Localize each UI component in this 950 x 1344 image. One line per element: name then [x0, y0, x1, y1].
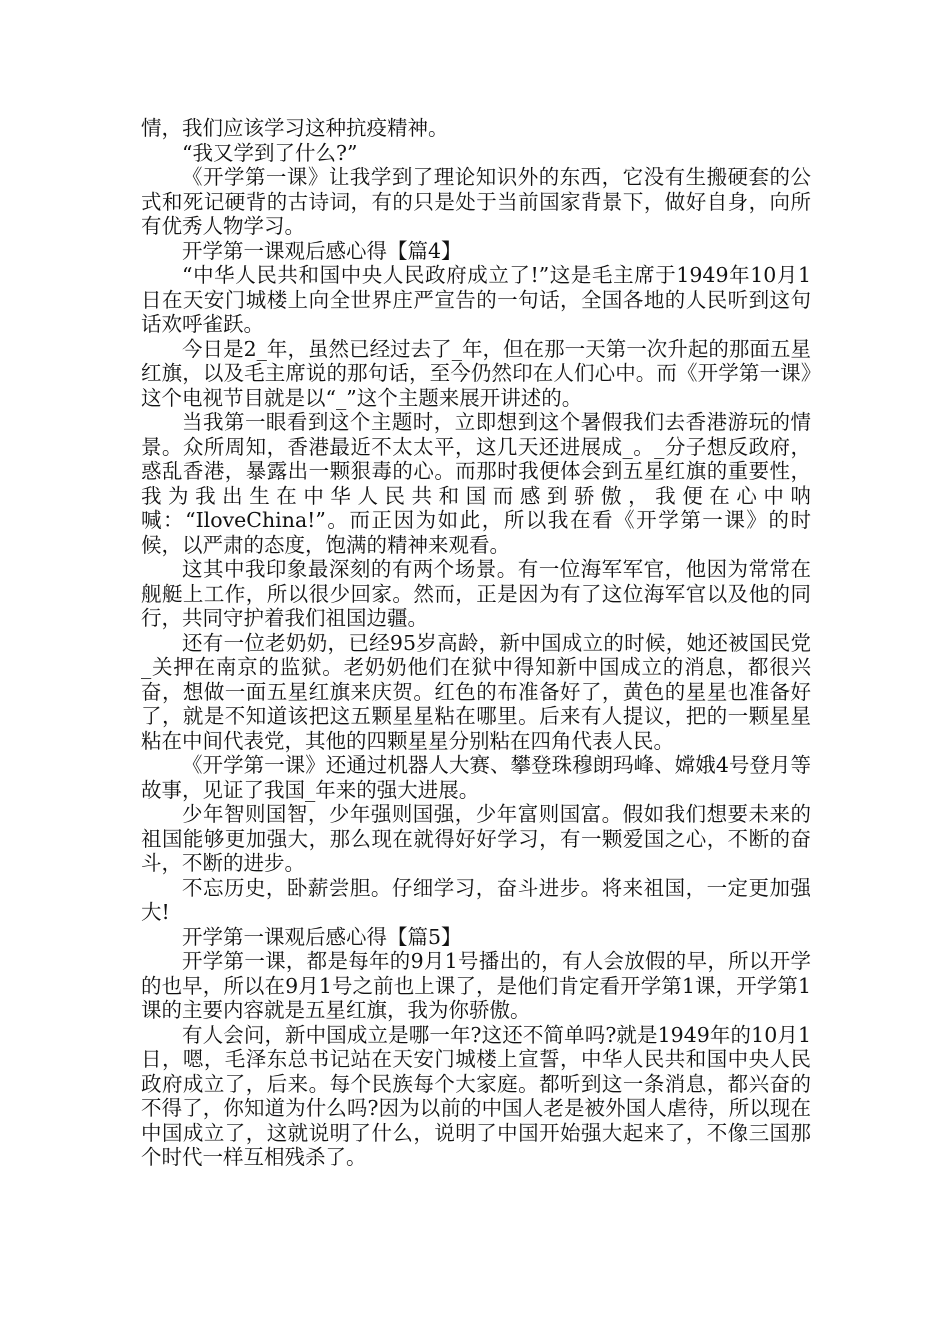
paragraph: “我又学到了什么?” [182, 140, 358, 165]
document-page [141, 116, 811, 1170]
paragraph: 当我第一眼看到这个主题时，立即想到这个暑假我们去香港游玩的情景。众所周知，香港最近不太太平，这几天还进展成_。_分子想反政府，惑乱香港，暴露出一颗狠毒的心。而那时我便体会到五星红旗的重要性，我为我出生在中华人民共和国而感到骄傲，我便在心中呐喊：“IloveChina!”。而正因为如此，所以我在看《开学第一课》的时候，以严肃的态度，饱满的精神来观看。 [141, 410, 811, 557]
section-heading: 开学第一课观后感心得【篇4】 [182, 238, 462, 263]
section-heading: 开学第一课观后感心得【篇5】 [182, 924, 462, 949]
paragraph: 情，我们应该学习这种抗疫精神。 [141, 116, 449, 140]
paragraph: 有人会问，新中国成立是哪一年?这还不简单吗?就是1949年的10月1日，嗯，毛泽东总书记站在天安门城楼上宣誓，中华人民共和国中央人民政府成立了，后来。每个民族每个大家庭。都听到这一条消息，都兴奋的不得了，你知道为什么吗?因为以前的中国人老是被外国人虐待，所以现在中国成立了，这就说明了什么，说明了中国开始强大起来了，不像三国那个时代一样互相残杀了。 [141, 1022, 811, 1169]
paragraph: “中华人民共和国中央人民政府成立了!”这是毛主席于1949年10月1日在天安门城楼上向全世界庄严宣告的一句话，全国各地的人民听到这句话欢呼雀跃。 [141, 263, 811, 336]
paragraph: 少年智则国智，少年强则国强，少年富则国富。假如我们想要未来的祖国能够更加强大，那么现在就得好好学习，有一颗爱国之心，不断的奋斗，不断的进步。 [141, 802, 811, 875]
paragraph: 这其中我印象最深刻的有两个场景。有一位海军军官，他因为常常在舰艇上工作，所以很少回家。然而，正是因为有了这位海军官以及他的同行，共同守护着我们祖国边疆。 [141, 557, 811, 630]
paragraph: 开学第一课，都是每年的9月1号播出的，有人会放假的早，所以开学的也早，所以在9月1号之前也上课了，是他们肯定看开学第1课，开学第1课的主要内容就是五星红旗，我为你骄傲。 [141, 949, 811, 1022]
paragraph: 今日是2_年，虽然已经过去了_年，但在那一天第一次升起的那面五星红旗，以及毛主席说的那句话，至今仍然印在人们心中。而《开学第一课》这个电视节目就是以“_”这个主题来展开讲述的。 [141, 336, 811, 410]
paragraph: 《开学第一课》让我学到了理论知识外的东西，它没有生搬硬套的公式和死记硬背的古诗词，有的只是处于当前国家背景下，做好自身，向所有优秀人物学习。 [141, 165, 811, 238]
paragraph: 不忘历史，卧薪尝胆。仔细学习，奋斗进步。将来祖国，一定更加强大! [141, 875, 811, 924]
paragraph: 还有一位老奶奶，已经95岁高龄，新中国成立的时候，她还被国民党_关押在南京的监狱。老奶奶他们在狱中得知新中国成立的消息，都很兴奋，想做一面五星红旗来庆贺。红色的布准备好了，黄色的星星也准备好了，就是不知道该把这五颗星星粘在哪里。后来有人提议，把的一颗星星粘在中间代表党，其他的四颗星星分别粘在四角代表人民。 [141, 630, 811, 753]
paragraph: 《开学第一课》还通过机器人大赛、攀登珠穆朗玛峰、嫦娥4号登月等故事，见证了我国_年来的强大进展。 [141, 753, 811, 802]
